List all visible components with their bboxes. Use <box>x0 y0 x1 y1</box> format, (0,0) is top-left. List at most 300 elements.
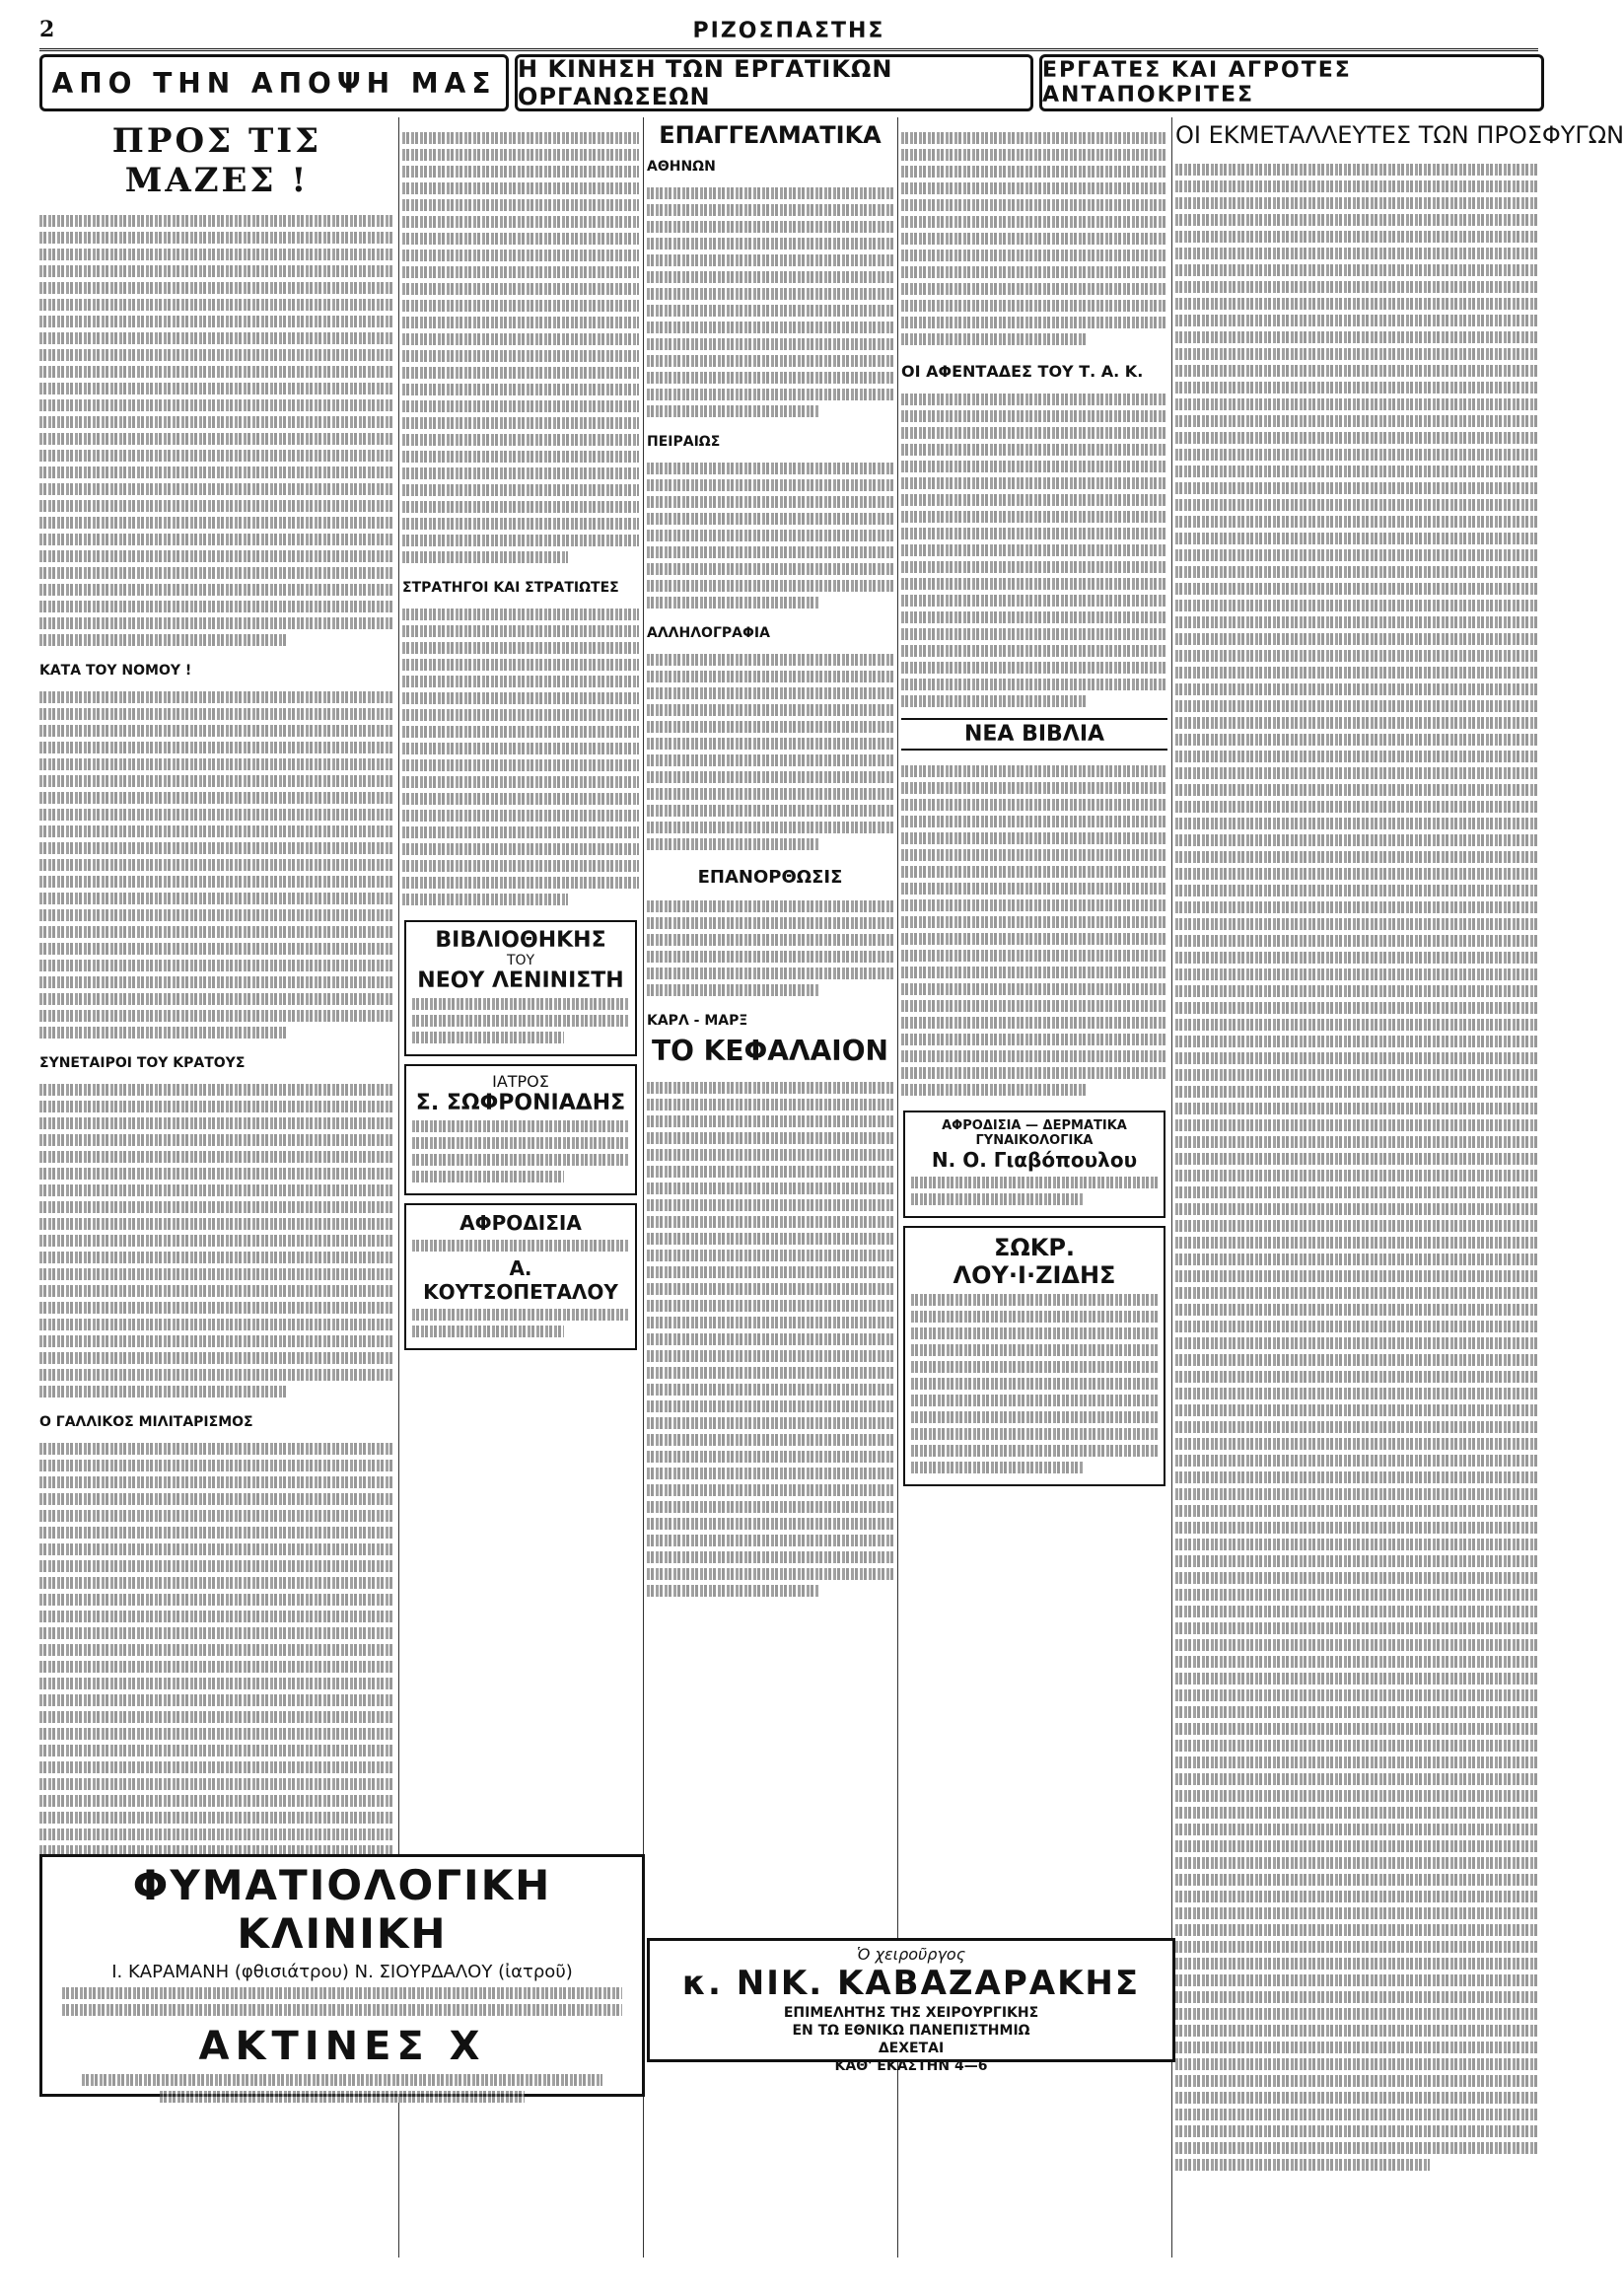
text-line <box>901 494 1167 506</box>
text-line <box>647 479 893 491</box>
text-line <box>1175 2142 1538 2154</box>
text-line <box>647 671 893 682</box>
text-line <box>1175 700 1538 712</box>
text-line <box>901 182 1167 194</box>
surgeon-line: ΕΝ ΤΩ ΕΘΝΙΚΩ ΠΑΝΕΠΙΣΤΗΜΙΩ <box>792 2023 1030 2039</box>
surgeon-pre: Ὁ χειροῦργος <box>856 1945 966 1964</box>
text-line <box>901 1067 1167 1079</box>
louizidis-ad <box>903 1226 1165 1486</box>
text-line <box>402 843 639 855</box>
text-line <box>1175 1052 1538 1064</box>
banner-left: ΑΠΟ ΤΗΝ ΑΠΟΨΗ ΜΑΣ <box>39 54 509 111</box>
text-line <box>402 317 639 328</box>
text-line <box>39 399 394 411</box>
text-line <box>402 518 639 530</box>
text-line <box>402 826 639 838</box>
text-line <box>647 530 893 541</box>
doctor-ad-name: Σ. ΣΩΦΡΟΝΙΑΔΗΣ <box>415 1091 626 1115</box>
library-ad-line: ΝΕΟΥ ΛΕΝΙΝΙΣΤΗ <box>417 968 624 993</box>
text-line <box>647 238 893 250</box>
text-line <box>39 1678 394 1689</box>
text-line <box>1175 784 1538 796</box>
text-line <box>39 943 394 955</box>
text-line <box>901 461 1167 472</box>
text-line <box>1175 1069 1538 1081</box>
text-line <box>402 400 639 412</box>
louizidis-ad-name: ΣΩΚΡ. ΛΟΥ·Ι·ΖΙΔΗΣ <box>953 1234 1116 1289</box>
text-line <box>901 250 1167 261</box>
article-body <box>901 387 1167 714</box>
text-line <box>1175 1572 1538 1584</box>
text-line <box>402 350 639 362</box>
page-number: 2 <box>39 17 55 42</box>
text-line <box>1175 449 1538 461</box>
masthead <box>39 15 1538 51</box>
text-line <box>911 1361 1158 1373</box>
text-line <box>39 1268 394 1280</box>
text-line <box>647 968 893 979</box>
text-line <box>901 394 1167 405</box>
text-line <box>901 916 1167 928</box>
text-line <box>402 283 639 295</box>
text-line <box>911 1378 1158 1390</box>
text-line <box>39 232 394 244</box>
text-line <box>39 500 394 512</box>
article-body <box>1175 157 1538 2178</box>
text-line <box>647 1283 893 1295</box>
text-line <box>402 367 639 379</box>
text-line <box>39 1443 394 1455</box>
text-line <box>901 933 1167 945</box>
text-line <box>647 1518 893 1530</box>
text-line <box>39 909 394 921</box>
text-line <box>1175 1438 1538 1450</box>
column-3 <box>647 117 893 2258</box>
text-line <box>1175 1421 1538 1433</box>
text-line <box>1175 248 1538 259</box>
text-line <box>402 894 568 905</box>
text-line <box>1175 1471 1538 1483</box>
paper-title: ΡΙΖΟΣΠΑΣΤΗΣ <box>692 19 885 43</box>
text-line <box>62 2004 622 2016</box>
text-line <box>39 1134 394 1146</box>
text-line <box>39 758 394 770</box>
text-line <box>647 738 893 750</box>
text-line <box>412 1015 629 1027</box>
text-line <box>1175 1840 1538 1852</box>
text-line <box>901 149 1167 161</box>
text-line <box>402 182 639 194</box>
text-line <box>39 775 394 787</box>
text-line <box>911 1411 1158 1423</box>
text-line <box>39 1252 394 1263</box>
text-line <box>1175 1639 1538 1651</box>
text-line <box>39 584 394 596</box>
text-line <box>412 1137 629 1149</box>
text-line <box>647 1568 893 1580</box>
text-line <box>39 1235 394 1247</box>
doctor-ad <box>404 1064 637 1195</box>
text-line <box>1175 1203 1538 1215</box>
text-line <box>1175 1304 1538 1316</box>
text-line <box>647 405 819 417</box>
text-line <box>647 1266 893 1278</box>
text-line <box>911 1294 1158 1306</box>
text-line <box>1175 1036 1538 1047</box>
text-line <box>39 265 394 277</box>
text-line <box>402 726 639 738</box>
article-body <box>647 647 893 857</box>
article-body <box>647 894 893 1003</box>
text-line <box>911 1344 1158 1356</box>
article-body <box>647 180 893 424</box>
clinic-ad <box>39 1854 645 2097</box>
text-line <box>402 659 639 671</box>
text-line <box>901 427 1167 439</box>
headline: ΟΙ ΕΚΜΕΤΑΛΛΕΥΤΕΣ ΤΩΝ ΠΡΟΣΦΥΓΩΝ <box>1175 121 1624 149</box>
text-line <box>1175 1673 1538 1685</box>
text-line <box>1175 298 1538 310</box>
text-line <box>402 451 639 463</box>
books-heading: ΝΕΑ ΒΙΒΛΙΑ <box>901 718 1167 751</box>
text-line <box>901 967 1167 978</box>
text-line <box>1175 1404 1538 1416</box>
text-line <box>901 679 1167 690</box>
text-line <box>1175 281 1538 293</box>
text-line <box>1175 650 1538 662</box>
text-line <box>901 544 1167 556</box>
text-line <box>647 1468 893 1479</box>
text-line <box>1175 197 1538 209</box>
text-line <box>647 187 893 199</box>
article-body <box>402 602 639 912</box>
text-line <box>39 383 394 394</box>
text-line <box>39 742 394 753</box>
text-line <box>1175 885 1538 896</box>
text-line <box>901 317 1167 328</box>
text-line <box>39 725 394 737</box>
column-divider <box>897 117 898 2258</box>
text-line <box>1175 1891 1538 1902</box>
text-line <box>647 513 893 525</box>
text-line <box>647 1451 893 1463</box>
text-line <box>647 1384 893 1396</box>
article-body <box>39 208 394 653</box>
text-line <box>901 883 1167 895</box>
text-line <box>402 434 639 446</box>
text-line <box>901 645 1167 657</box>
text-line <box>1175 499 1538 511</box>
text-line <box>39 215 394 227</box>
text-line <box>647 1417 893 1429</box>
text-line <box>647 1350 893 1362</box>
text-line <box>647 1183 893 1194</box>
text-line <box>647 1585 819 1597</box>
text-line <box>647 721 893 733</box>
subheading: ΑΘΗΝΩΝ <box>647 159 716 175</box>
text-line <box>1175 1773 1538 1785</box>
clinic-doctors: Ι. ΚΑΡΑΜΑΝΗ (φθισιάτρου) Ν. ΣΙΟΥΡΔΑΛΟΥ (ἰατροῦ) <box>111 1962 573 1982</box>
text-line <box>39 1577 394 1589</box>
text-line <box>1175 214 1538 226</box>
text-line <box>39 926 394 938</box>
text-line <box>1175 2075 1538 2087</box>
text-line <box>1175 164 1538 176</box>
text-line <box>402 216 639 228</box>
text-line <box>1175 365 1538 377</box>
text-line <box>39 433 394 445</box>
text-line <box>647 900 893 912</box>
text-line <box>39 1711 394 1723</box>
text-line <box>1175 2042 1538 2053</box>
article-body <box>901 758 1167 1103</box>
text-line <box>39 249 394 260</box>
text-line <box>39 316 394 327</box>
text-line <box>901 695 1088 707</box>
text-line <box>647 951 893 963</box>
text-line <box>901 1017 1167 1029</box>
text-line <box>1175 717 1538 729</box>
text-line <box>647 1166 893 1178</box>
text-line <box>412 1240 629 1252</box>
text-line <box>39 466 394 478</box>
text-line <box>901 511 1167 523</box>
text-line <box>39 1319 394 1330</box>
banner-center: Η ΚΙΝΗΣΗ ΤΩΝ ΕΡΓΑΤΙΚΩΝ ΟΡΓΑΝΩΣΕΩΝ <box>515 54 1033 111</box>
text-line <box>647 1233 893 1245</box>
text-line <box>1175 2008 1538 2020</box>
text-line <box>39 1627 394 1639</box>
text-line <box>39 809 394 821</box>
text-line <box>911 1395 1158 1406</box>
gynecology-ad <box>903 1111 1165 1218</box>
text-line <box>39 976 394 988</box>
text-line <box>901 333 1088 345</box>
library-ad-line: ΤΟΥ <box>506 953 535 968</box>
text-line <box>1175 868 1538 880</box>
text-line <box>39 1812 394 1824</box>
article-body <box>647 1075 893 1604</box>
text-line <box>1175 1337 1538 1349</box>
surgeon-line: ΔΕΧΕΤΑΙ <box>878 2041 945 2056</box>
text-line <box>647 1484 893 1496</box>
text-line <box>402 300 639 312</box>
text-line <box>911 1311 1158 1323</box>
text-line <box>1175 851 1538 863</box>
text-line <box>402 132 639 144</box>
text-line <box>1175 667 1538 679</box>
text-line <box>1175 1606 1538 1617</box>
text-line <box>402 709 639 721</box>
text-line <box>647 1501 893 1513</box>
text-line <box>1175 1119 1538 1131</box>
article-body <box>39 684 394 1045</box>
article-body <box>901 125 1167 352</box>
text-line <box>1175 2025 1538 2037</box>
article-body <box>39 1077 394 1404</box>
text-line <box>1175 918 1538 930</box>
text-line <box>901 849 1167 861</box>
text-line <box>911 1327 1158 1339</box>
text-line <box>39 1101 394 1112</box>
text-line <box>647 546 893 558</box>
text-line <box>1175 1622 1538 1634</box>
text-line <box>402 743 639 754</box>
text-line <box>647 463 893 474</box>
text-line <box>1175 1589 1538 1601</box>
text-line <box>1175 1539 1538 1550</box>
text-line <box>901 561 1167 573</box>
text-line <box>1175 1220 1538 1232</box>
text-line <box>39 1184 394 1196</box>
text-line <box>1175 231 1538 243</box>
column-5 <box>1175 117 1624 2258</box>
text-line <box>647 288 893 300</box>
surgeon-line: ΚΑΘ' ΕΚΑΣΤΗΝ 4—6 <box>834 2058 988 2074</box>
text-line <box>901 899 1167 911</box>
text-line <box>901 1084 1088 1096</box>
text-line <box>402 166 639 178</box>
text-line <box>647 1367 893 1379</box>
text-line <box>647 788 893 800</box>
text-line <box>1175 1941 1538 1953</box>
text-line <box>39 1594 394 1606</box>
text-line <box>647 1199 893 1211</box>
text-line <box>39 1117 394 1129</box>
text-line <box>1175 1555 1538 1567</box>
newspaper-page <box>39 15 1624 2263</box>
text-line <box>647 1300 893 1312</box>
text-line <box>39 416 394 428</box>
text-line <box>39 349 394 361</box>
headline: ΠΡΟΣ ΤΙΣ ΜΑΖΕΣ ! <box>111 121 322 200</box>
text-line <box>647 305 893 317</box>
text-line <box>1175 1522 1538 1534</box>
text-line <box>1175 1689 1538 1701</box>
text-line <box>39 1352 394 1364</box>
text-line <box>1175 466 1538 477</box>
text-line <box>1175 818 1538 829</box>
text-line <box>1175 1086 1538 1098</box>
text-line <box>1175 767 1538 779</box>
text-line <box>1175 2109 1538 2120</box>
text-line <box>39 282 394 294</box>
text-line <box>901 578 1167 590</box>
text-line <box>901 799 1167 811</box>
subheading: ΣΤΡΑΤΗΓΟΙ ΚΑΙ ΣΤΡΑΤΙΩΤΕΣ <box>402 580 619 596</box>
text-line <box>39 1201 394 1213</box>
text-line <box>647 1082 893 1094</box>
text-line <box>901 199 1167 211</box>
gyn-ad-name: Ν. Ο. Γιαβόπουλου <box>931 1148 1138 1172</box>
text-line <box>39 299 394 311</box>
text-line <box>1175 1790 1538 1802</box>
text-line <box>901 528 1167 539</box>
text-line <box>82 2074 602 2086</box>
text-line <box>1175 1723 1538 1735</box>
text-line <box>62 1987 622 1999</box>
text-line <box>1175 616 1538 628</box>
text-line <box>647 1115 893 1127</box>
text-line <box>1175 1857 1538 1869</box>
text-line <box>1175 1153 1538 1165</box>
text-line <box>402 233 639 245</box>
clinic-xray: ΑΚΤΙΝΕΣ Χ <box>198 2024 486 2069</box>
text-line <box>1175 2159 1430 2171</box>
text-line <box>402 860 639 872</box>
text-line <box>402 250 639 261</box>
text-line <box>402 609 639 620</box>
text-line <box>39 1560 394 1572</box>
text-line <box>39 1460 394 1471</box>
text-line <box>1175 683 1538 695</box>
text-line <box>39 859 394 871</box>
text-line <box>1175 901 1538 913</box>
text-line <box>1175 952 1538 964</box>
text-line <box>1175 1388 1538 1399</box>
text-line <box>402 793 639 805</box>
text-line <box>901 166 1167 178</box>
text-line <box>901 283 1167 295</box>
text-line <box>402 759 639 771</box>
text-line <box>647 1250 893 1261</box>
text-line <box>1175 533 1538 544</box>
afrodisia-ad <box>404 1203 637 1350</box>
text-line <box>412 1309 629 1321</box>
text-line <box>1175 2058 1538 2070</box>
library-ad <box>404 920 637 1056</box>
text-line <box>1175 968 1538 980</box>
text-line <box>647 704 893 716</box>
text-line <box>39 691 394 703</box>
text-line <box>647 254 893 266</box>
text-line <box>901 233 1167 245</box>
text-line <box>402 149 639 161</box>
text-line <box>39 1510 394 1522</box>
text-line <box>647 1317 893 1328</box>
text-line <box>647 563 893 575</box>
gyn-ad-line: ΓΥΝΑΙΚΟΛΟΓΙΚΑ <box>975 1133 1094 1148</box>
text-line <box>412 998 629 1010</box>
text-line <box>402 501 639 513</box>
text-line <box>647 771 893 783</box>
text-line <box>911 1428 1158 1440</box>
text-line <box>1175 398 1538 410</box>
library-ad-line: ΒΙΒΛΙΟΘΗΚΗΣ <box>435 928 606 953</box>
headline: ΕΠΑΓΓΕΛΜΑΤΙΚΑ <box>659 121 882 149</box>
text-line <box>1175 1488 1538 1500</box>
text-line <box>647 338 893 350</box>
surgeon-line: ΕΠΙΜΕΛΗΤΗΣ ΤΗΣ ΧΕΙΡΟΥΡΓΙΚΗΣ <box>783 2005 1039 2021</box>
text-line <box>39 825 394 837</box>
text-line <box>901 628 1167 640</box>
text-line <box>1175 1958 1538 1970</box>
afrodisia-ad-name: Α. ΚΟΥΤΣΟΠΕΤΑΛΟΥ <box>423 1256 618 1304</box>
text-line <box>647 838 819 850</box>
text-line <box>39 1386 288 1398</box>
text-line <box>39 1335 394 1347</box>
text-line <box>1175 1505 1538 1517</box>
text-line <box>402 625 639 637</box>
text-line <box>901 866 1167 878</box>
text-line <box>1175 1287 1538 1299</box>
text-line <box>1175 1656 1538 1668</box>
text-line <box>911 1445 1158 1457</box>
text-line <box>1175 382 1538 394</box>
text-line <box>402 467 639 479</box>
text-line <box>1175 1756 1538 1768</box>
text-line <box>1175 1170 1538 1182</box>
